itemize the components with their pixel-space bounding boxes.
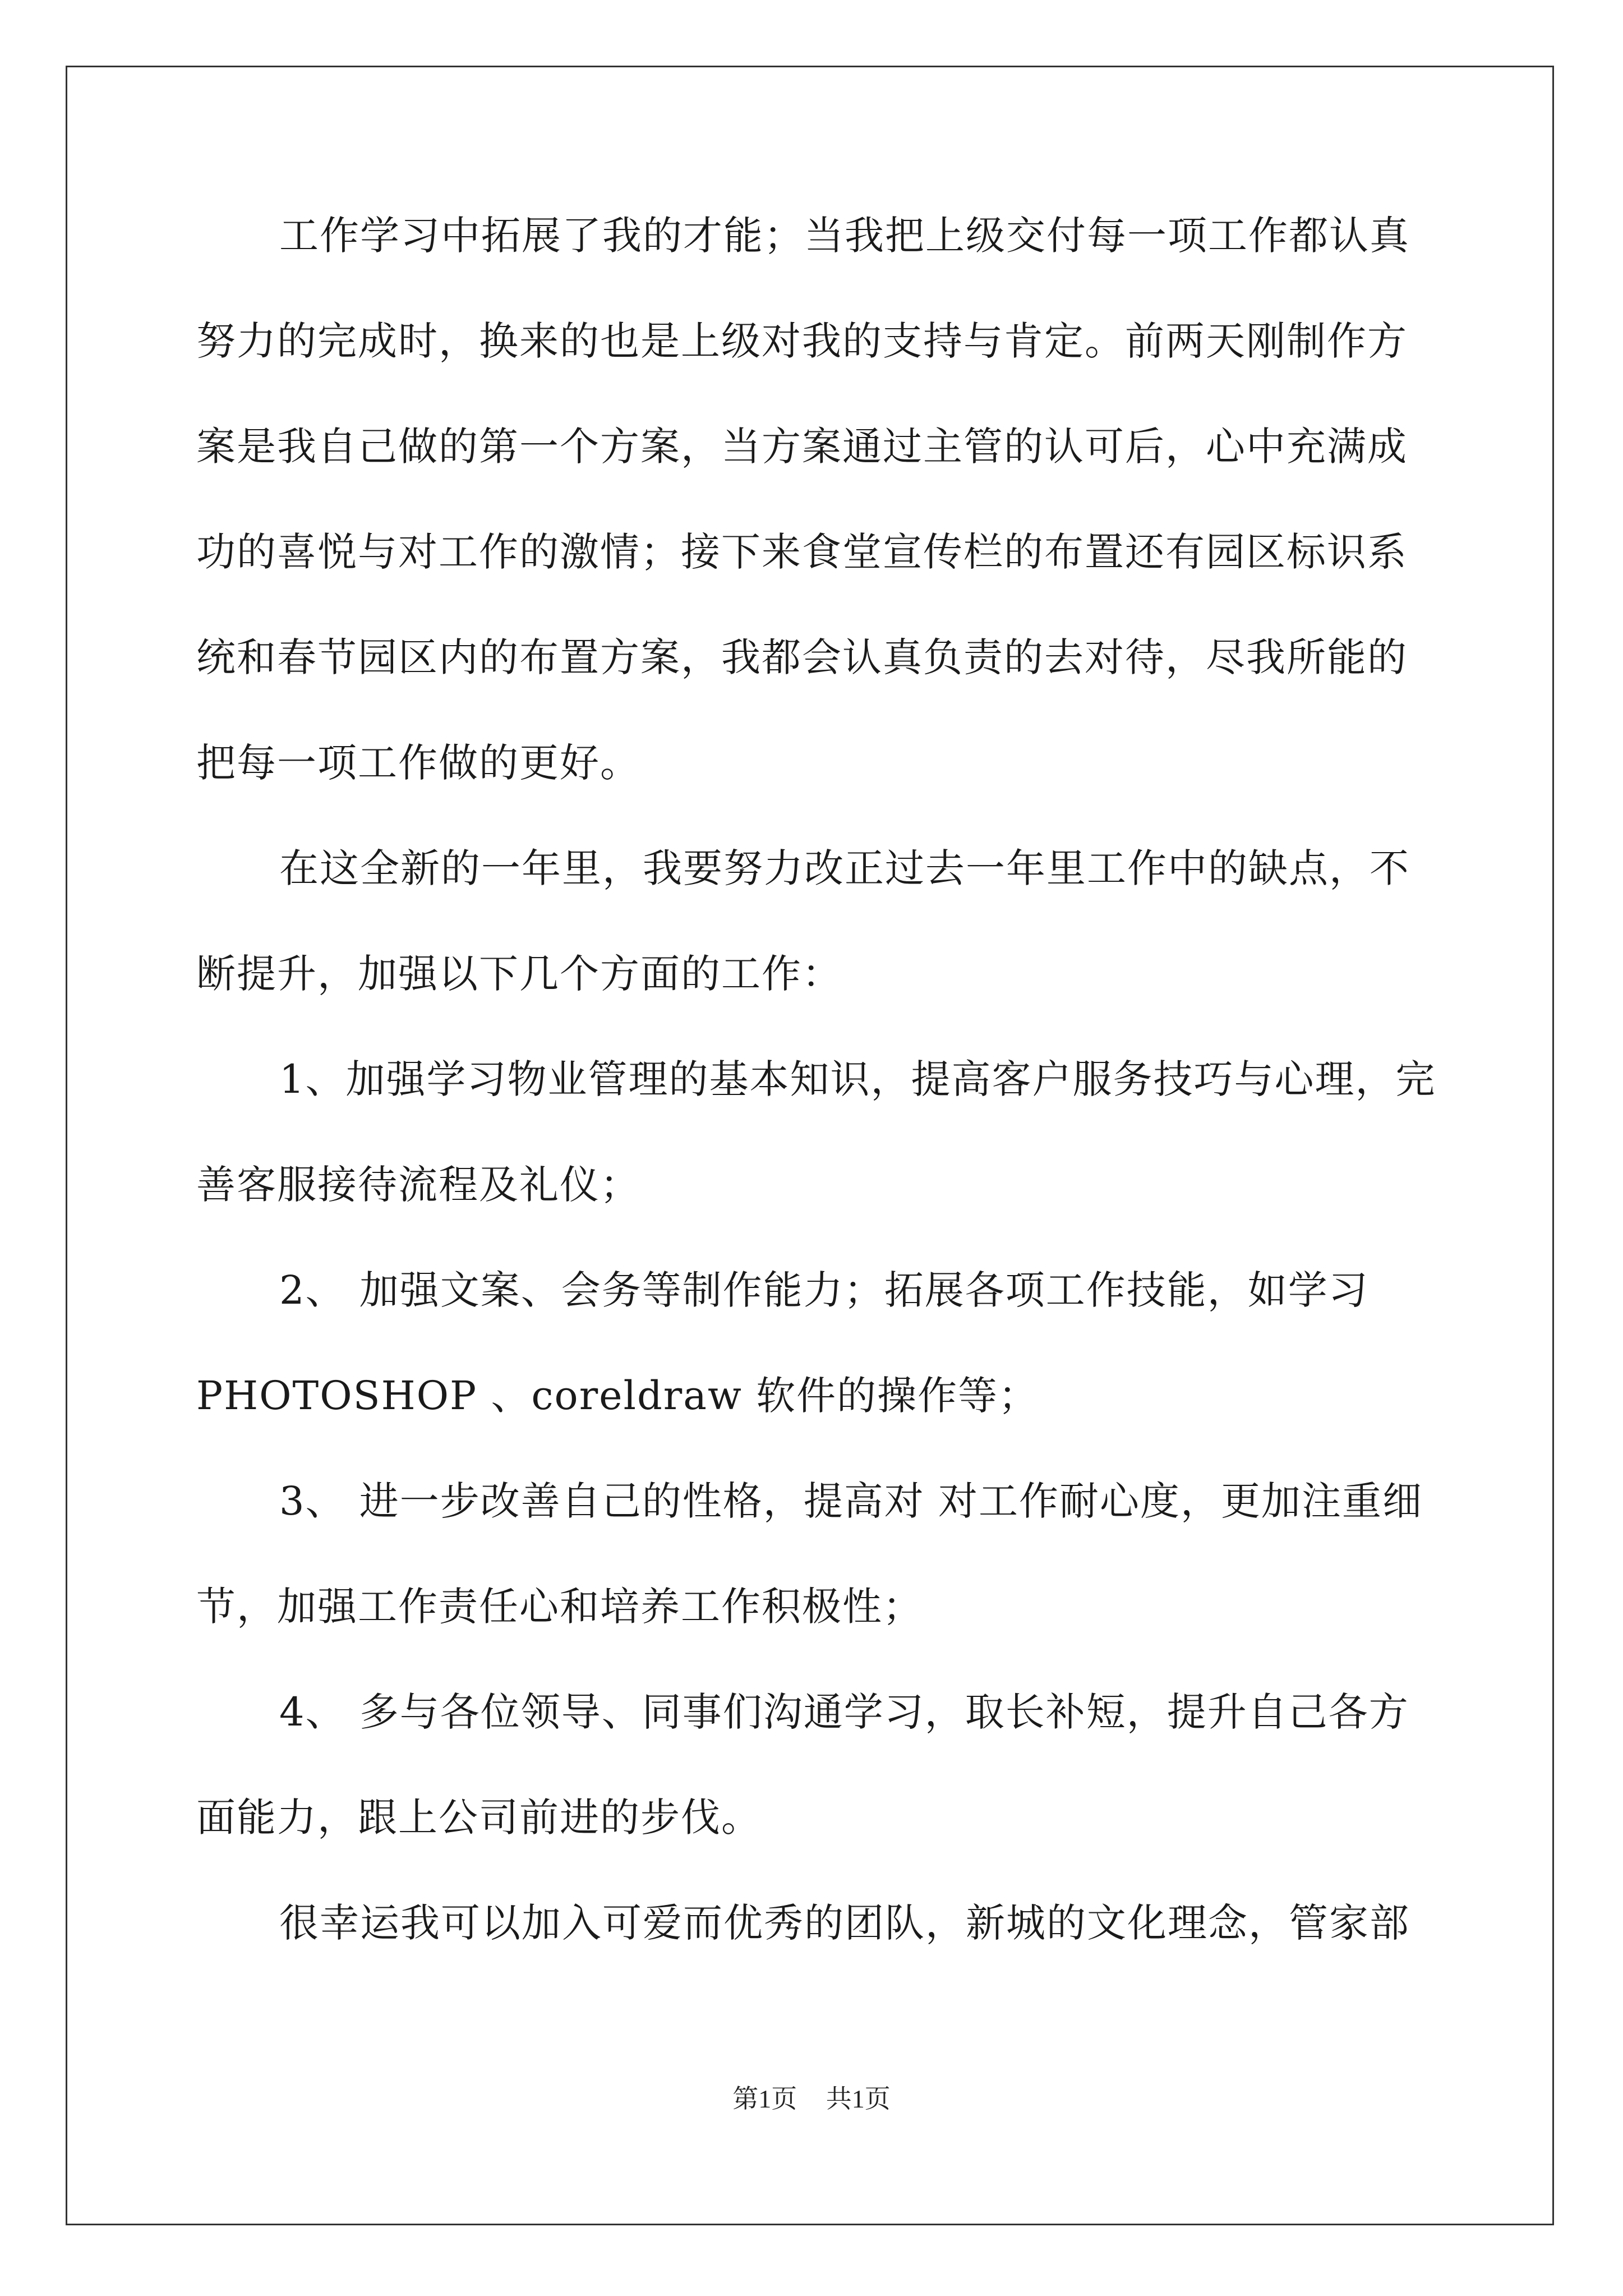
list-item bbox=[196, 1684, 1424, 1895]
text-line: 案是我自己做的第一个方案，当方案通过主管的认可后，心中充满成 bbox=[196, 424, 1408, 470]
text-line: 4、 多与各位领导、同事们沟通学习，取长补短，提升自己各方 bbox=[279, 1689, 1409, 1735]
document-body bbox=[196, 208, 1436, 2000]
text-line: 很幸运我可以加入可爱而优秀的团队，新城的文化理念，管家部 bbox=[279, 1900, 1410, 1946]
paragraph bbox=[196, 1895, 1424, 2000]
page-footer bbox=[0, 2078, 1623, 2115]
page-number: 第1页 bbox=[732, 2085, 797, 2113]
page-total: 共1页 bbox=[826, 2085, 891, 2113]
text-line: 努力的完成时，换来的也是上级对我的支持与肯定。前两天刚制作方 bbox=[196, 318, 1408, 364]
list-item bbox=[196, 1051, 1436, 1262]
text-line: 善客服接待流程及礼仪； bbox=[196, 1162, 640, 1208]
text-line: 统和春节园区内的布置方案，我都会认真负责的去对待，尽我所能的 bbox=[196, 634, 1408, 680]
text-line: 节，加强工作责任心和培养工作积极性； bbox=[196, 1584, 923, 1630]
text-line: 工作学习中拓展了我的才能；当我把上级交付每一项工作都认真 bbox=[279, 213, 1410, 259]
paragraph bbox=[196, 840, 1424, 1051]
text-line: 3、 进一步改善自己的性格，提高对 对工作耐心度，更加注重细 bbox=[279, 1478, 1423, 1524]
text-line: 2、 加强文案、会务等制作能力；拓展各项工作技能，如学习 bbox=[279, 1267, 1369, 1313]
text-line: 把每一项工作做的更好。 bbox=[196, 740, 640, 786]
text-line: 功的喜悦与对工作的激情；接下来食堂宣传栏的布置还有园区标识系 bbox=[196, 529, 1408, 575]
list-item bbox=[196, 1473, 1424, 1684]
text-line: PHOTOSHOP 、coreldraw 软件的操作等； bbox=[196, 1373, 1039, 1419]
text-line: 断提升，加强以下几个方面的工作： bbox=[196, 951, 842, 997]
text-line: 在这全新的一年里，我要努力改正过去一年里工作中的缺点，不 bbox=[279, 845, 1410, 891]
list-item bbox=[196, 1262, 1424, 1473]
paragraph bbox=[196, 208, 1424, 840]
text-line: 面能力，跟上公司前进的步伐。 bbox=[196, 1795, 762, 1841]
text-line: 1、加强学习物业管理的基本知识，提高客户服务技巧与心理，完 bbox=[279, 1056, 1436, 1102]
